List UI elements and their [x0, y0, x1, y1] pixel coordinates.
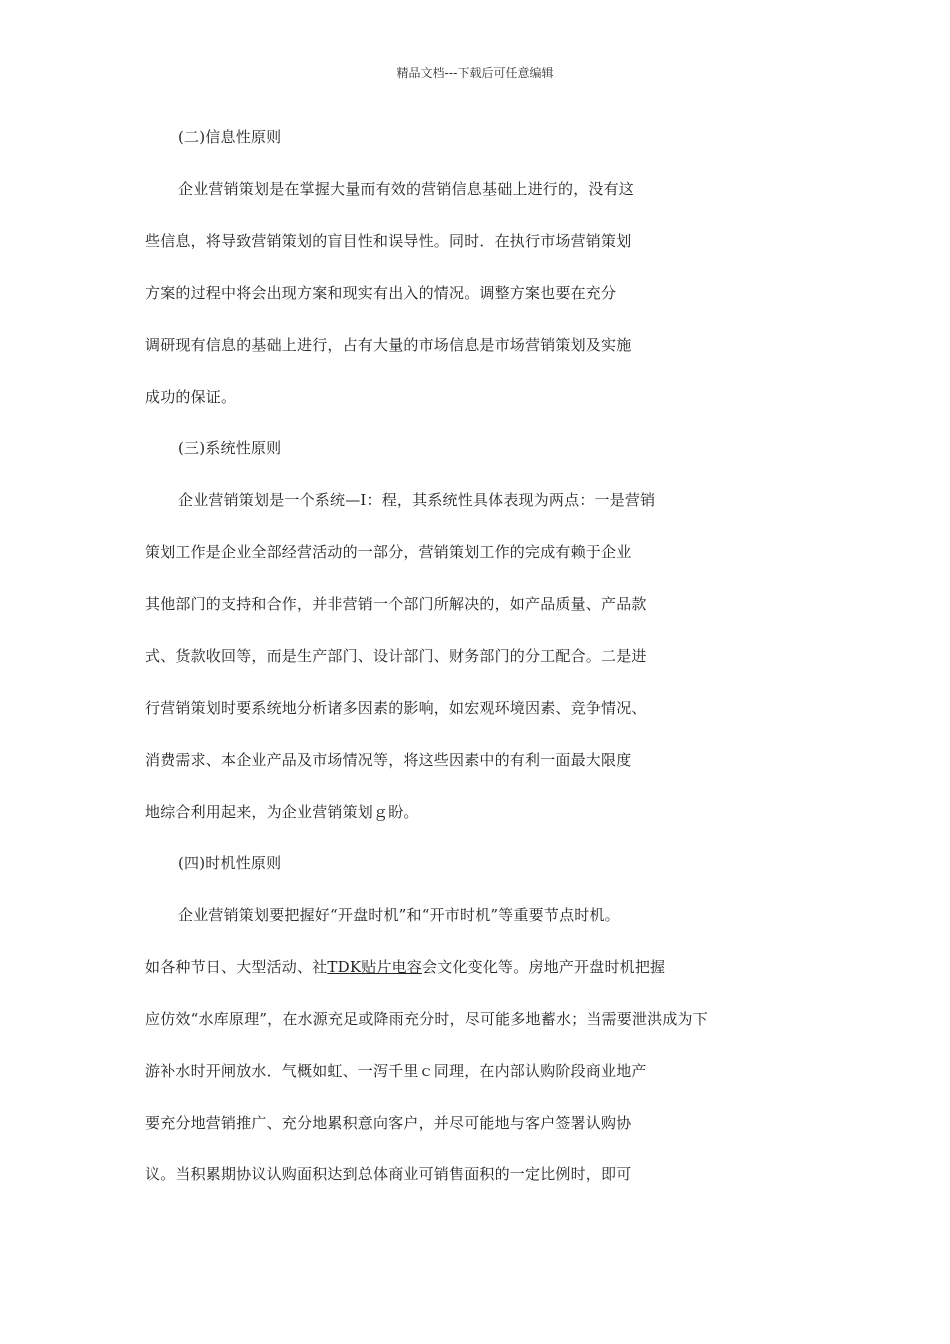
- paragraph-line: 地综合利用起来，为企业营销策划ｇ盼。: [145, 803, 419, 821]
- paragraph-line: 企业营销策划是在掌握大量而有效的营销信息基础上进行的，没有这: [178, 180, 635, 198]
- paragraph-line: 其他部门的支持和合作，并非营销一个部门所解决的，如产品质量、产品款: [145, 595, 647, 613]
- paragraph-text: 如各种节日、大型活动、社: [145, 958, 328, 976]
- section-heading-2: (二)信息性原则: [178, 128, 282, 146]
- paragraph-text: 会文化变化等。房地产开盘时机把握: [422, 958, 666, 976]
- paragraph-line: 议。当积累期协议认购面积达到总体商业可销售面积的一定比例时，即可: [145, 1165, 632, 1183]
- paragraph-line: 些信息，将导致营销策划的盲目性和误导性。同时．在执行市场营销策划: [145, 232, 632, 250]
- paragraph-line: 企业营销策划要把握好“开盘时机”和“开市时机”等重要节点时机。: [178, 906, 620, 924]
- paragraph-line-with-link: [145, 957, 665, 977]
- paragraph-line: 企业营销策划是一个系统—I：程，其系统性具体表现为两点：一是营销: [178, 491, 656, 509]
- paragraph-line: 方案的过程中将会出现方案和现实有出入的情况。调整方案也要在充分: [145, 284, 617, 302]
- page-header: 精品文档---下载后可任意编辑: [396, 66, 554, 80]
- paragraph-line: 行营销策划时要系统地分析诸多因素的影响，如宏观环境因素、竞争情况、: [145, 699, 647, 717]
- paragraph-line: 消费需求、本企业产品及市场情况等，将这些因素中的有利一面最大限度: [145, 751, 632, 769]
- paragraph-line: 要充分地营销推广、充分地累积意向客户，并尽可能地与客户签署认购协: [145, 1114, 632, 1132]
- paragraph-line: 应仿效“水库原理”，在水源充足或降雨充分时，尽可能多地蓄水；当需要泄洪成为下: [145, 1010, 708, 1028]
- section-heading-3: (三)系统性原则: [178, 439, 282, 457]
- paragraph-line: 策划工作是企业全部经营活动的一部分，营销策划工作的完成有赖于企业: [145, 543, 632, 561]
- paragraph-line: 式、货款收回等，而是生产部门、设计部门、财务部门的分工配合。二是进: [145, 647, 647, 665]
- tdk-capacitor-link[interactable]: TDK贴片电容: [327, 958, 423, 976]
- section-heading-4: (四)时机性原则: [178, 854, 282, 872]
- paragraph-line: 游补水时开闸放水．气概如虹、一泻千里ｃ同理，在内部认购阶段商业地产: [145, 1062, 647, 1080]
- paragraph-line: 调研现有信息的基础上进行，占有大量的市场信息是市场营销策划及实施: [145, 336, 632, 354]
- paragraph-line: 成功的保证。: [145, 388, 237, 406]
